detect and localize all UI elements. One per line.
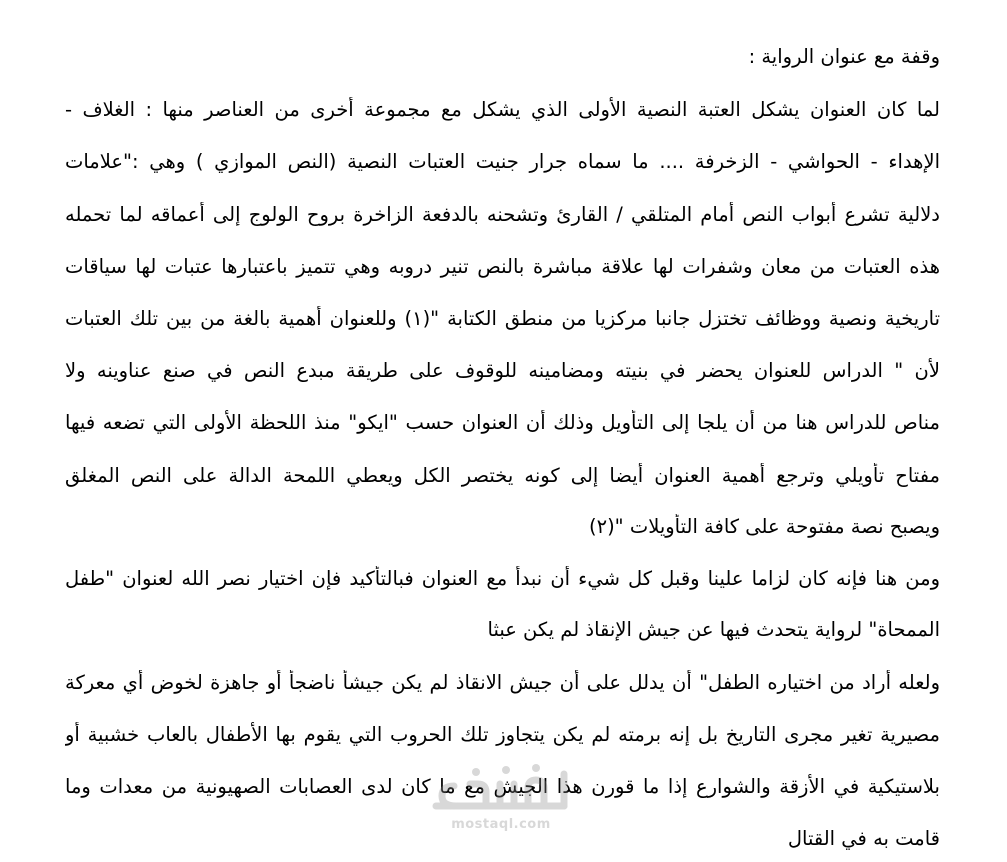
- watermark-domain: mostaql.com: [451, 817, 551, 832]
- text-line: ويصبح نصة مفتوحة على كافة التأويلات "(٢): [588, 515, 940, 538]
- text-line: ومن هنا فإنه كان لزاما علينا وقبل كل شيء أن نبدأ مع العنوان فبالتأكيد فإن اختيار نصر الله لعنوان "طفل: [65, 567, 940, 590]
- text-line: تاريخية ونصية ووظائف تختزل جانبا مركزيا من منطق الكتابة "(١) وللعنوان أهمية بالغة من بين تلك العتبات: [65, 307, 940, 330]
- text-line: مفتاح تأويلي وترجع أهمية العنوان أيضا إلى كونه يختصر الكل ويعطي اللمحة الدالة على النص المغلق: [65, 464, 940, 487]
- text-line: الإهداء - الحواشي - الزخرفة .... ما سماه جرار جنيت العتبات النصية (النص الموازي ) وهي :"علامات: [65, 150, 940, 173]
- text-line: بلاستيكية في الأزقة والشوارع إذا ما قورن هذا الجيش مع ما كان لدى العصابات الصهيونية من معدات وما: [65, 775, 940, 798]
- document-heading: وقفة مع عنوان الرواية :: [748, 45, 940, 68]
- text-line: دلالية تشرع أبواب النص أمام المتلقي / القارئ وتشحنه بالدفعة الزاخرة بروح الولوج إلى أعماقه لما تحمله: [65, 203, 940, 226]
- text-line: ولعله أراد من اختياره الطفل" أن يدلل على أن جيش الانقاذ لم يكن جيشأ ناضجأ أو جاهزة لخوض أي معركة: [65, 671, 940, 694]
- text-line: لأن " الدراس للعنوان يحضر في بنيته ومضامينه للوقوف على طريقة مبدع النص في صنع عناوينه ولا: [65, 359, 940, 382]
- text-line: قامت به في القتال: [787, 827, 940, 850]
- text-line: لما كان العنوان يشكل العتبة النصية الأولى الذي يشكل مع مجموعة أخرى من العناصر منها : الغلاف -: [65, 98, 940, 121]
- text-line: مناص للدراس هنا من أن يلجا إلى التأويل وذلك أن العنوان حسب "ايكو" منذ اللحظة الأولى التي تضعه فيها: [65, 411, 940, 434]
- text-line: هذه العتبات من معان وشفرات لها علاقة مباشرة بالنص تنير دروبه وهي تتميز باعتبارها عتبات لها سياقات: [65, 255, 940, 278]
- text-line: مصيرية تغير مجرى التاريخ بل إنه برمته لم يكن يتجاوز تلك الحروب التي يقوم بها الأطفال بالعاب خشبية أو: [65, 723, 940, 746]
- text-line: الممحاة" لرواية يتحدث فيها عن جيش الإنقاذ لم يكن عبثا: [487, 618, 940, 641]
